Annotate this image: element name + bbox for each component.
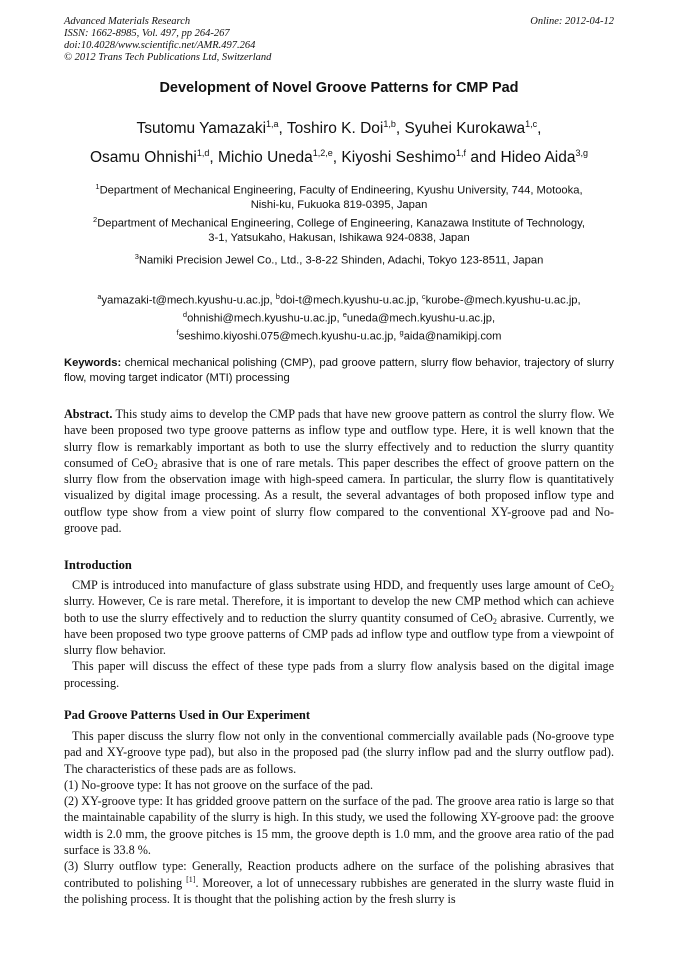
author-sup: 1,b (383, 119, 396, 129)
list-item: (1) No-groove type: It has not groove on the surface of the pad. (64, 777, 373, 792)
keywords-label: Keywords: (64, 357, 122, 369)
section-body: This paper discuss the slurry flow not only in the conventional commercially available pads (No-groove type pad and XY-groove type pad), but also in the proposed pad (the slurry inflow pad and the slurry outflow pad). The characteristics of these pads are as follows. (1) No-groove type: It has not groove on the surface of the pad. (2) XY-groove type: It has gridded groove pattern on the surface of the pad. The groove area ratio is large so that the maintainable capability of the slurry is high. In this study, we used the following XY-groove pad: the groove width is 2.0 mm, the groove pitches is 15 mm, the groove depth is 1.0 mm, and the groove area ratio of the pad surface is 33.8 %. (3) Slurry outflow type: Generally, Reaction products adhere on the surface of the polishing abrasives that contributed to polishing [1]. Moreover, a lot of unnecessary rubbishes are generated in the slurry waste fluid in the polishing process. It is thought that the polishing action by the fresh slurry is (64, 729, 614, 906)
affiliation-2: $^2$Department of Mechanical Engineering, College of Engineering, Kanazawa Institute of Technology, 3-1, Yatsukaho, Hakusan, Ishikawa 924-0838, Japan (93, 215, 585, 244)
email-a: yamazaki-t@mech.kyushu-u.ac.jp, (101, 294, 273, 307)
author-name: Michio Uneda (217, 149, 313, 167)
list-item: (3) Slurry outflow type: Generally, Reaction products adhere on the surface of the polishing abrasives that contributed to polishing [1]. Moreover, a lot of unnecessary rubbishes are generated in the slurry waste fluid in the polishing process. It is thought that the polishing action by the fresh slurry is (64, 859, 614, 906)
author-name: Toshiro K. Doi (286, 120, 384, 138)
author-name: Kiyoshi Seshimo (341, 149, 456, 167)
journal-header (64, 16, 271, 64)
author-and: and (470, 149, 497, 167)
email-d: ohnishi@mech.kyushu-u.ac.jp, (187, 312, 340, 325)
online-date: Online: 2012-04-12 (530, 16, 614, 27)
author-sup: 1,a (266, 119, 279, 129)
author-emails: $^a$yamazaki-t@mech.kyushu-u.ac.jp, $^b$doi-t@mech.kyushu-u.ac.jp, $^c$kurobe-@mech.kyushu-u.ac.jp, $^d$ohnishi@mech.kyushu-u.ac.jp, $^e$uneda@mech.kyushu-u.ac.jp, $^f$seshimo.kiyoshi.075@mech.kyushu-u.ac.jp, $^g$aida@namikipj.com (97, 292, 581, 344)
doi-line: doi:10.4028/www.scientific.net/AMR.497.264 (64, 40, 256, 51)
abstract: Abstract. This study aims to develop the CMP pads that have new groove pattern as control the slurry flow. We have been proposed two type groove patterns as inflow type and outflow type. Here, it is well known that the slurry flow is remarkably important as both to use the slurry effectively and to reduction the slurry quantity consumed of CeO$_2$ abrasive that is one of rare metals. This paper describes the effect of groove pattern on the slurry flow from the observation image with high-speed camera. In particular, the slurry flow is quantitatively visualized by digital image processing. As a result, the several advantages of both proposed inflow type and outflow type show from a view point of slurry flow compared to the conventional XY-groove pad and No-groove pad. (64, 407, 615, 536)
author-sup: 1,c (525, 119, 538, 129)
keywords (64, 356, 614, 385)
affiliation-1: $^1$Department of Mechanical Engineering, Faculty of Endineering, Kyushu University, 744, Motooka, Nishi-ku, Fukuoka 819-0395, Japan (95, 182, 583, 211)
abstract-label: Abstract. (64, 407, 113, 421)
list-item: (2) XY-groove type: It has gridded groove pattern on the surface of the pad. The groove area ratio is large so that the maintainable capability of the slurry is high. In this study, we used the following XY-groove pad: the groove width is 2.0 mm, the groove pitches is 15 mm, the groove depth is 1.0 mm, and the groove area ratio of the pad surface is 33.8 %. (64, 794, 614, 858)
issn-line: ISSN: 1662-8985, Vol. 497, pp 264-267 (64, 28, 230, 39)
author-sup: 3,g (575, 148, 588, 159)
citation: [1] (186, 874, 196, 884)
author-name: Syuhei Kurokawa (404, 120, 526, 138)
email-b: doi-t@mech.kyushu-u.ac.jp, (279, 294, 419, 307)
author-sup: 1,2,e (312, 148, 333, 159)
email-f: seshimo.kiyoshi.075@mech.kyushu-u.ac.jp, (178, 331, 397, 344)
affiliation-3: $^3$Namiki Precision Jewel Co., Ltd., 3-8-22 Shinden, Adachi, Tokyo 123-8511, Japan (134, 252, 544, 267)
copyright-line: © 2012 Trans Tech Publications Ltd, Switzerland (64, 52, 272, 63)
email-g: aida@namikipj.com (403, 331, 502, 344)
journal-name: Advanced Materials Research (64, 16, 191, 27)
introduction-heading: Introduction (64, 558, 132, 572)
section-heading: Pad Groove Patterns Used in Our Experiment (64, 708, 311, 722)
author-sup: 1,d (196, 148, 210, 159)
author-sup: 1,f (455, 148, 466, 159)
introduction-body: CMP is introduced into manufacture of glass substrate using HDD, and frequently uses large amount of CeO$_2$ slurry. However, Ce is rare metal. Therefore, it is important to develop the new CMP method which can achieve both to use the slurry effectively and to reduction the slurry quantity consumed of CeO$_2$ abrasive. Currently, we have been proposed two type groove patterns of CMP pads ad inflow type and outflow type from a viewpoint of slurry flow behavior. This paper will discuss the effect of these type pads from a slurry flow analysis based on the digital image processing. (64, 578, 615, 690)
keywords-text: chemical mechanical polishing (CMP), pad groove pattern, slurry flow behavior, trajectory of slurry flow, moving target indicator (MTI) processing (64, 357, 615, 384)
author-name: Osamu Ohnishi (90, 149, 197, 167)
author-name: Hideo Aida (500, 149, 576, 167)
email-c: kurobe-@mech.kyushu-u.ac.jp, (425, 294, 581, 307)
paper-title: Development of Novel Groove Patterns for CMP Pad (159, 80, 519, 96)
email-e: uneda@mech.kyushu-u.ac.jp, (346, 312, 496, 325)
author-list: Tsutomu Yamazaki$^{1,a}$, Toshiro K. Doi$^{1,b}$, Syuhei Kurokawa$^{1,c}$, Osamu Ohnishi$^{1,d}$, Michio Uneda$^{1,2,e}$, Kiyoshi Seshimo$^{1,f}$ and Hideo Aida$^{3,g}$ (90, 119, 588, 167)
author-name: Tsutomu Yamazaki (136, 120, 267, 138)
